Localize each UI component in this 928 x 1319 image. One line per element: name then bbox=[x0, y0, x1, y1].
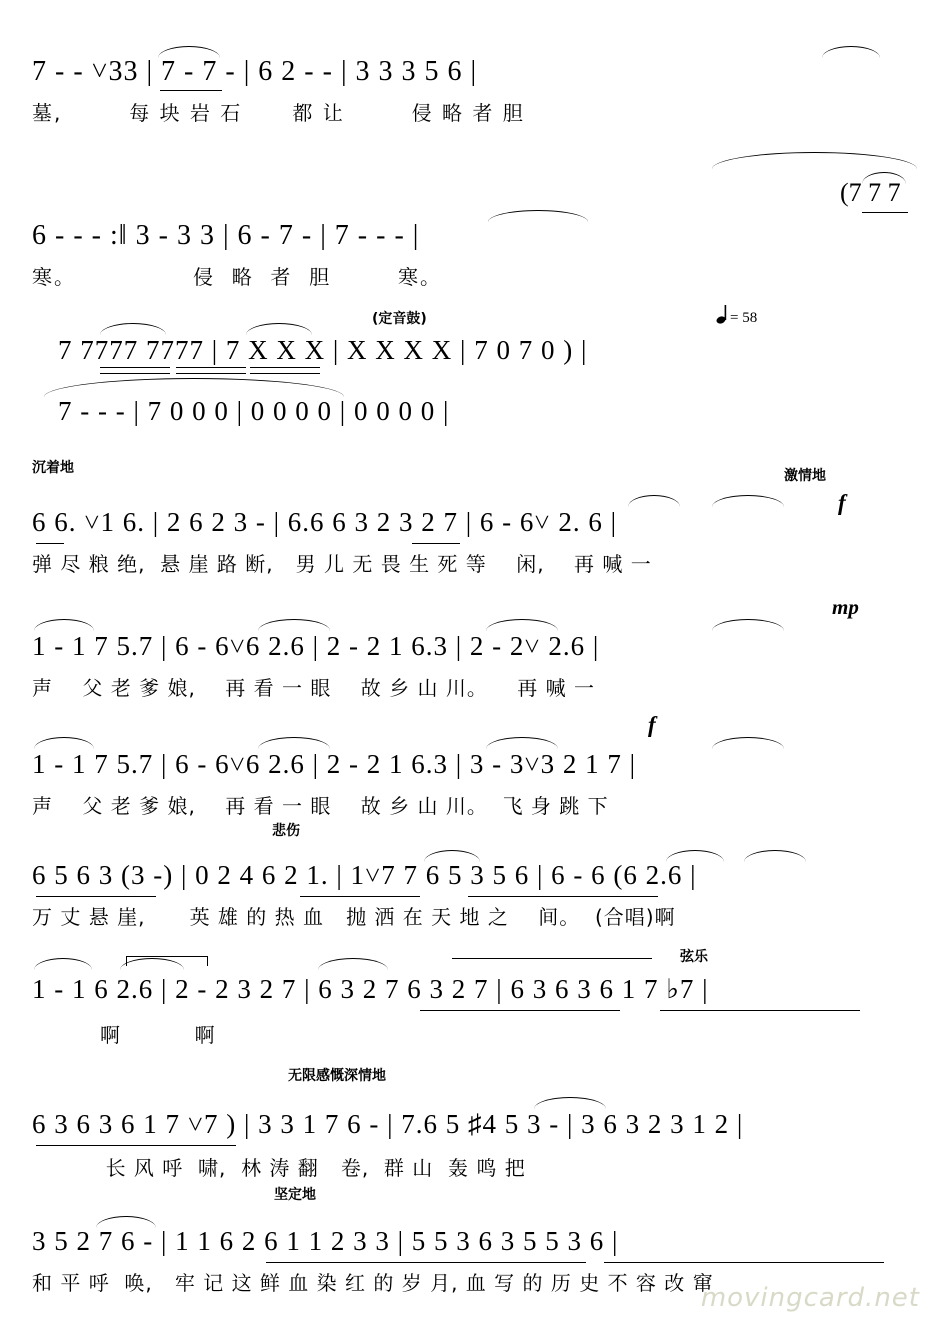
music-system-10 bbox=[0, 1055, 928, 1180]
watermark: movingcard.net bbox=[700, 1283, 920, 1313]
system-6-lyrics: 声 父 老 爹 娘, 再 看 一 眼 故 乡 山 川。 再 喊 一 bbox=[32, 676, 596, 700]
slur-icon bbox=[744, 850, 806, 862]
slur-icon bbox=[486, 619, 558, 631]
instrument-marking-strings: 弦乐 bbox=[680, 949, 708, 965]
expression-marking-jiandingdi: 坚定地 bbox=[274, 1187, 316, 1203]
beam-line bbox=[300, 896, 420, 897]
music-system-4 bbox=[0, 370, 928, 440]
expression-marking-wuxianganggai: 无限感慨深情地 bbox=[288, 1068, 386, 1084]
slur-icon bbox=[488, 210, 588, 222]
music-system-3 bbox=[0, 295, 928, 375]
slur-icon bbox=[34, 958, 92, 970]
system-9-notes: 1 - 1 6 2.6 | 2 - 2 3 2 7 | 6 3 2 7 6 3 2 7 | 6 3 6 3 6 1 7 ♭7 | bbox=[32, 974, 709, 1004]
music-system-8 bbox=[0, 812, 928, 932]
system-10-notes: 6 3 6 3 6 1 7 ˅7 ) | 3 3 1 7 6 - | 7.6 5 ♯4 5 3 - | 3 6 3 2 3 1 2 | bbox=[32, 1109, 744, 1139]
system-8-lyrics: 万 丈 悬 崖, 英 雄 的 热 血 抛 洒 在 天 地 之 间。 (合唱)啊 bbox=[32, 905, 676, 929]
music-system-6 bbox=[0, 575, 928, 700]
slur-icon bbox=[822, 46, 880, 58]
dynamic-forte: f bbox=[648, 712, 656, 737]
slur-icon bbox=[862, 172, 906, 184]
system-2-pickup: (7 7 7 bbox=[840, 178, 901, 207]
beam-line bbox=[660, 1010, 860, 1011]
slur-icon bbox=[318, 958, 388, 970]
slur-icon bbox=[712, 619, 784, 631]
music-system-9 bbox=[0, 930, 928, 1050]
system-1-notes: 7 - - ˅33 | 7 - 7 - | 6 2 - - | 3 3 3 5 6 | bbox=[32, 56, 478, 87]
dynamic-forte: f bbox=[838, 490, 846, 515]
slur-icon bbox=[534, 1097, 606, 1109]
music-system-7 bbox=[0, 693, 928, 818]
beam-line bbox=[100, 367, 170, 368]
system-8-notes: 6 5 6 3 (3 -) | 0 2 4 6 2 1. | 1˅7 7 6 5 3 5 6 | 6 - 6 (6 2.6 | bbox=[32, 860, 697, 890]
system-7-lyrics: 声 父 老 爹 娘, 再 看 一 眼 故 乡 山 川。 飞 身 跳 下 bbox=[32, 794, 609, 818]
dynamic-mezzo-piano: mp bbox=[832, 595, 859, 619]
system-5-lyrics: 弹 尽 粮 绝, 悬 崖 路 断, 男 儿 无 畏 生 死 等 闲, 再 喊 一 bbox=[32, 552, 652, 576]
beam-line bbox=[412, 543, 460, 544]
slur-icon bbox=[712, 737, 784, 749]
expression-marking-beishang: 悲伤 bbox=[272, 823, 300, 839]
system-5-notes: 6 6. ˅1 6. | 2 6 2 3 - | 6.6 6 3 2 3 2 7 | 6 - 6˅ 2. 6 | bbox=[32, 507, 618, 537]
system-2-notes: 6 - - - :‖ 3 - 3 3 | 6 - 7 - | 7 - - - | bbox=[32, 220, 420, 251]
tempo-marking: = 58 bbox=[730, 310, 758, 326]
music-system-5 bbox=[0, 455, 928, 575]
system-4-notes: 7 - - - | 7 0 0 0 | 0 0 0 0 | 0 0 0 0 | bbox=[58, 396, 450, 426]
beam-line bbox=[862, 212, 908, 213]
slur-icon bbox=[628, 495, 680, 507]
system-1-lyrics: 墓, 每 块 岩 石 都 让 侵 略 者 胆 bbox=[32, 101, 525, 125]
system-6-notes: 1 - 1 7 5.7 | 6 - 6˅6 2.6 | 2 - 2 1 6.3 | 2 - 2˅ 2.6 | bbox=[32, 631, 600, 661]
slur-icon bbox=[44, 378, 344, 397]
beam-line bbox=[468, 896, 658, 897]
music-system-2 bbox=[0, 130, 928, 290]
system-11-notes: 3 5 2 7 6 - | 1 1 6 2 6 1 1 2 3 3 | 5 5 3 6 3 5 5 3 6 | bbox=[32, 1226, 619, 1256]
system-11-lyrics: 和 平 呼 唤, 牢 记 这 鲜 血 染 红 的 岁 月, 血 写 的 历 史 不 容 改 窜 bbox=[32, 1271, 714, 1295]
quarter-note-icon bbox=[716, 303, 730, 325]
slur-icon bbox=[100, 323, 166, 335]
slur-icon bbox=[246, 323, 312, 335]
phrase-bracket bbox=[126, 956, 208, 966]
instrument-marking-timpani: (定音鼓) bbox=[372, 311, 427, 327]
beam-line bbox=[36, 543, 64, 544]
beam-line bbox=[604, 1262, 884, 1263]
beam-line bbox=[266, 1262, 586, 1263]
beam-line bbox=[250, 367, 320, 368]
music-system-1 bbox=[0, 0, 928, 130]
system-3-notes: 7 7777 7777 | 7 X X X | X X X X | 7 0 7 0 ) | bbox=[58, 335, 588, 365]
beam-line bbox=[160, 90, 222, 91]
slur-icon bbox=[34, 737, 94, 749]
music-system-11 bbox=[0, 1178, 928, 1298]
slur-icon bbox=[258, 737, 330, 749]
slur-icon bbox=[712, 495, 784, 507]
expression-marking-jiqingdi: 激情地 bbox=[784, 468, 826, 484]
expression-marking-chenzhuodi: 沉着地 bbox=[32, 460, 74, 476]
system-2-lyrics: 寒。 侵 略 者 胆 寒。 bbox=[32, 265, 443, 289]
slur-icon bbox=[712, 152, 917, 169]
beam-line bbox=[176, 367, 246, 368]
slur-icon bbox=[486, 737, 558, 749]
beam-line bbox=[36, 896, 156, 897]
beam-line bbox=[420, 1010, 620, 1011]
system-9-lyrics: 啊 啊 bbox=[100, 1023, 216, 1047]
slur-icon bbox=[34, 619, 94, 631]
beam-line bbox=[36, 1145, 236, 1146]
phrase-line bbox=[452, 958, 652, 959]
system-7-notes: 1 - 1 7 5.7 | 6 - 6˅6 2.6 | 2 - 2 1 6.3 | 3 - 3˅3 2 1 7 | bbox=[32, 749, 637, 779]
slur-icon bbox=[258, 619, 330, 631]
system-10-lyrics: 长 风 呼 啸, 林 涛 翻 卷, 群 山 轰 鸣 把 bbox=[32, 1156, 526, 1180]
